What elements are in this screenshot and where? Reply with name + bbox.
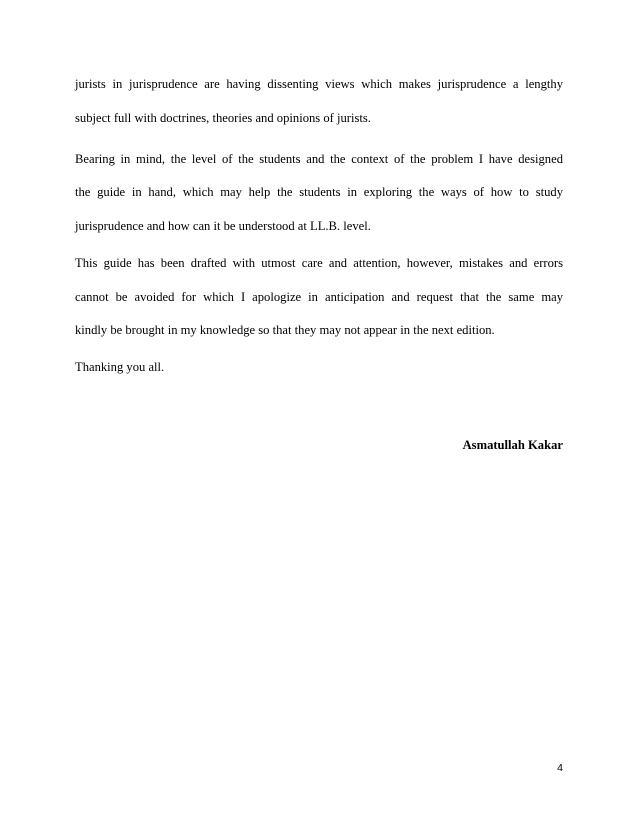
- text-line: Bearing in mind, the level of the students and the context of the problem I have designed: [75, 152, 563, 166]
- text-line: jurisprudence and how can it be understood at LL.B. level.: [75, 219, 371, 233]
- author-signature: Asmatullah Kakar: [462, 438, 563, 452]
- page-number: 4: [557, 762, 563, 774]
- text-line: kindly be brought in my knowledge so that they may not appear in the next edition.: [75, 323, 495, 337]
- text-line: the guide in hand, which may help the students in exploring the ways of how to study: [75, 185, 563, 199]
- text-line: jurists in jurisprudence are having dissenting views which makes jurisprudence a lengthy: [75, 77, 563, 91]
- text-line: subject full with doctrines, theories and opinions of jurists.: [75, 111, 371, 125]
- text-line: This guide has been drafted with utmost care and attention, however, mistakes and errors: [75, 256, 563, 270]
- text-line: Thanking you all.: [75, 360, 165, 374]
- text-line: cannot be avoided for which I apologize in anticipation and request that the same may: [75, 290, 563, 304]
